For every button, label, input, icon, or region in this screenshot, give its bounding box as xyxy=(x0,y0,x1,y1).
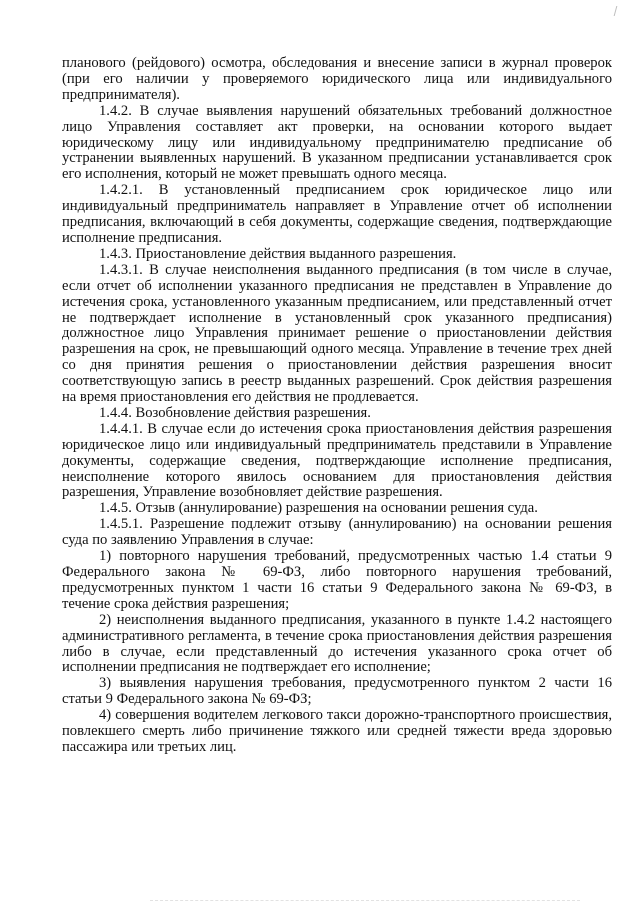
paragraph-1-4-2-1: 1.4.2.1. В установленный предписанием срок юридическое лицо или индивидуальный предприниматель направляет в Управление отчет об исполнении предписания, включающий в себя документы, содержащие сведения, подтверждающие исполнение предписания. xyxy=(62,182,612,246)
heading-1-4-4: 1.4.4. Возобновление действия разрешения. xyxy=(99,404,371,421)
paragraph-continuation: планового (рейдового) осмотра, обследования и внесение записи в журнал проверок (при его наличии у проверяемого юридического лица или индивидуального предпринимателя). xyxy=(62,55,612,103)
paragraph-1-4-2: 1.4.2. В случае выявления нарушений обязательных требований должностное лицо Управления составляет акт проверки, на основании которого выдает юридическому лицу или индивидуальному предпринимателю предписание об устранении выявленных нарушений. В указанном предписании устанавливается срок его исполнения, который не может превышать одного месяца. xyxy=(62,102,612,183)
paragraph-1-4-3-1: 1.4.3.1. В случае неисполнения выданного предписания (в том числе в случае, если отчет об исполнении указанного предписания не представлен в Управление до истечения срока, установленного указанным предписанием, или представленный отчет не подтверждает исполнение в установленный срок указанного предписания) должностное лицо Управления принимает решение о приостановлении действия разрешения на срок, не превышающий одного месяца. Управление в течение трех дней со дня принятия решения о приостановлении действия разрешения вносит соответствующую запись в реестр выданных разрешений. Срок действия разрешения на время приостановления его действия не продлевается. xyxy=(62,261,612,406)
list-item-2: 2) неисполнения выданного предписания, указанного в пункте 1.4.2 настоящего административного регламента, в течение срока приостановления действия разрешения либо в случае, если представленный до истечения указанного срока отчет об исполнении предписания не подтверждает его исполнение; xyxy=(62,611,612,676)
paragraph-1-4-4-1: 1.4.4.1. В случае если до истечения срока приостановления действия разрешения юридическое лицо или индивидуальный предприниматель представили в Управление документы, содержащие сведения, подтверждающие исполнение предписания, неисполнение которого явилось основанием для приостановления действия разрешения, Управление возобновляет действие разрешения. xyxy=(62,420,612,501)
scan-artifact-mark xyxy=(614,6,624,16)
list-item-3: 3) выявления нарушения требования, предусмотренного пунктом 2 части 16 статьи 9 Федерального закона № 69-ФЗ; xyxy=(62,675,612,708)
list-item-4: 4) совершения водителем легкового такси дорожно-транспортного происшествия, повлекшего смерть либо причинение тяжкого или средней тяжести вреда здоровью пассажира или третьих лиц. xyxy=(62,707,612,755)
scan-bottom-edge xyxy=(150,900,580,901)
heading-1-4-3: 1.4.3. Приостановление действия выданного разрешения. xyxy=(99,245,457,262)
heading-1-4-5: 1.4.5. Отзыв (аннулирование) разрешения на основании решения суда. xyxy=(99,500,538,517)
paragraph-1-4-5-1: 1.4.5.1. Разрешение подлежит отзыву (аннулированию) на основании решения суда по заявлению Управления в случае: xyxy=(62,516,612,549)
list-item-1: 1) повторного нарушения требований, предусмотренных частью 1.4 статьи 9 Федерального закона № 69-ФЗ, либо повторного нарушения требований, предусмотренных пунктом 1 части 16 статьи 9 Федерального закона № 69-ФЗ, в течение срока действия разрешения; xyxy=(62,548,612,612)
